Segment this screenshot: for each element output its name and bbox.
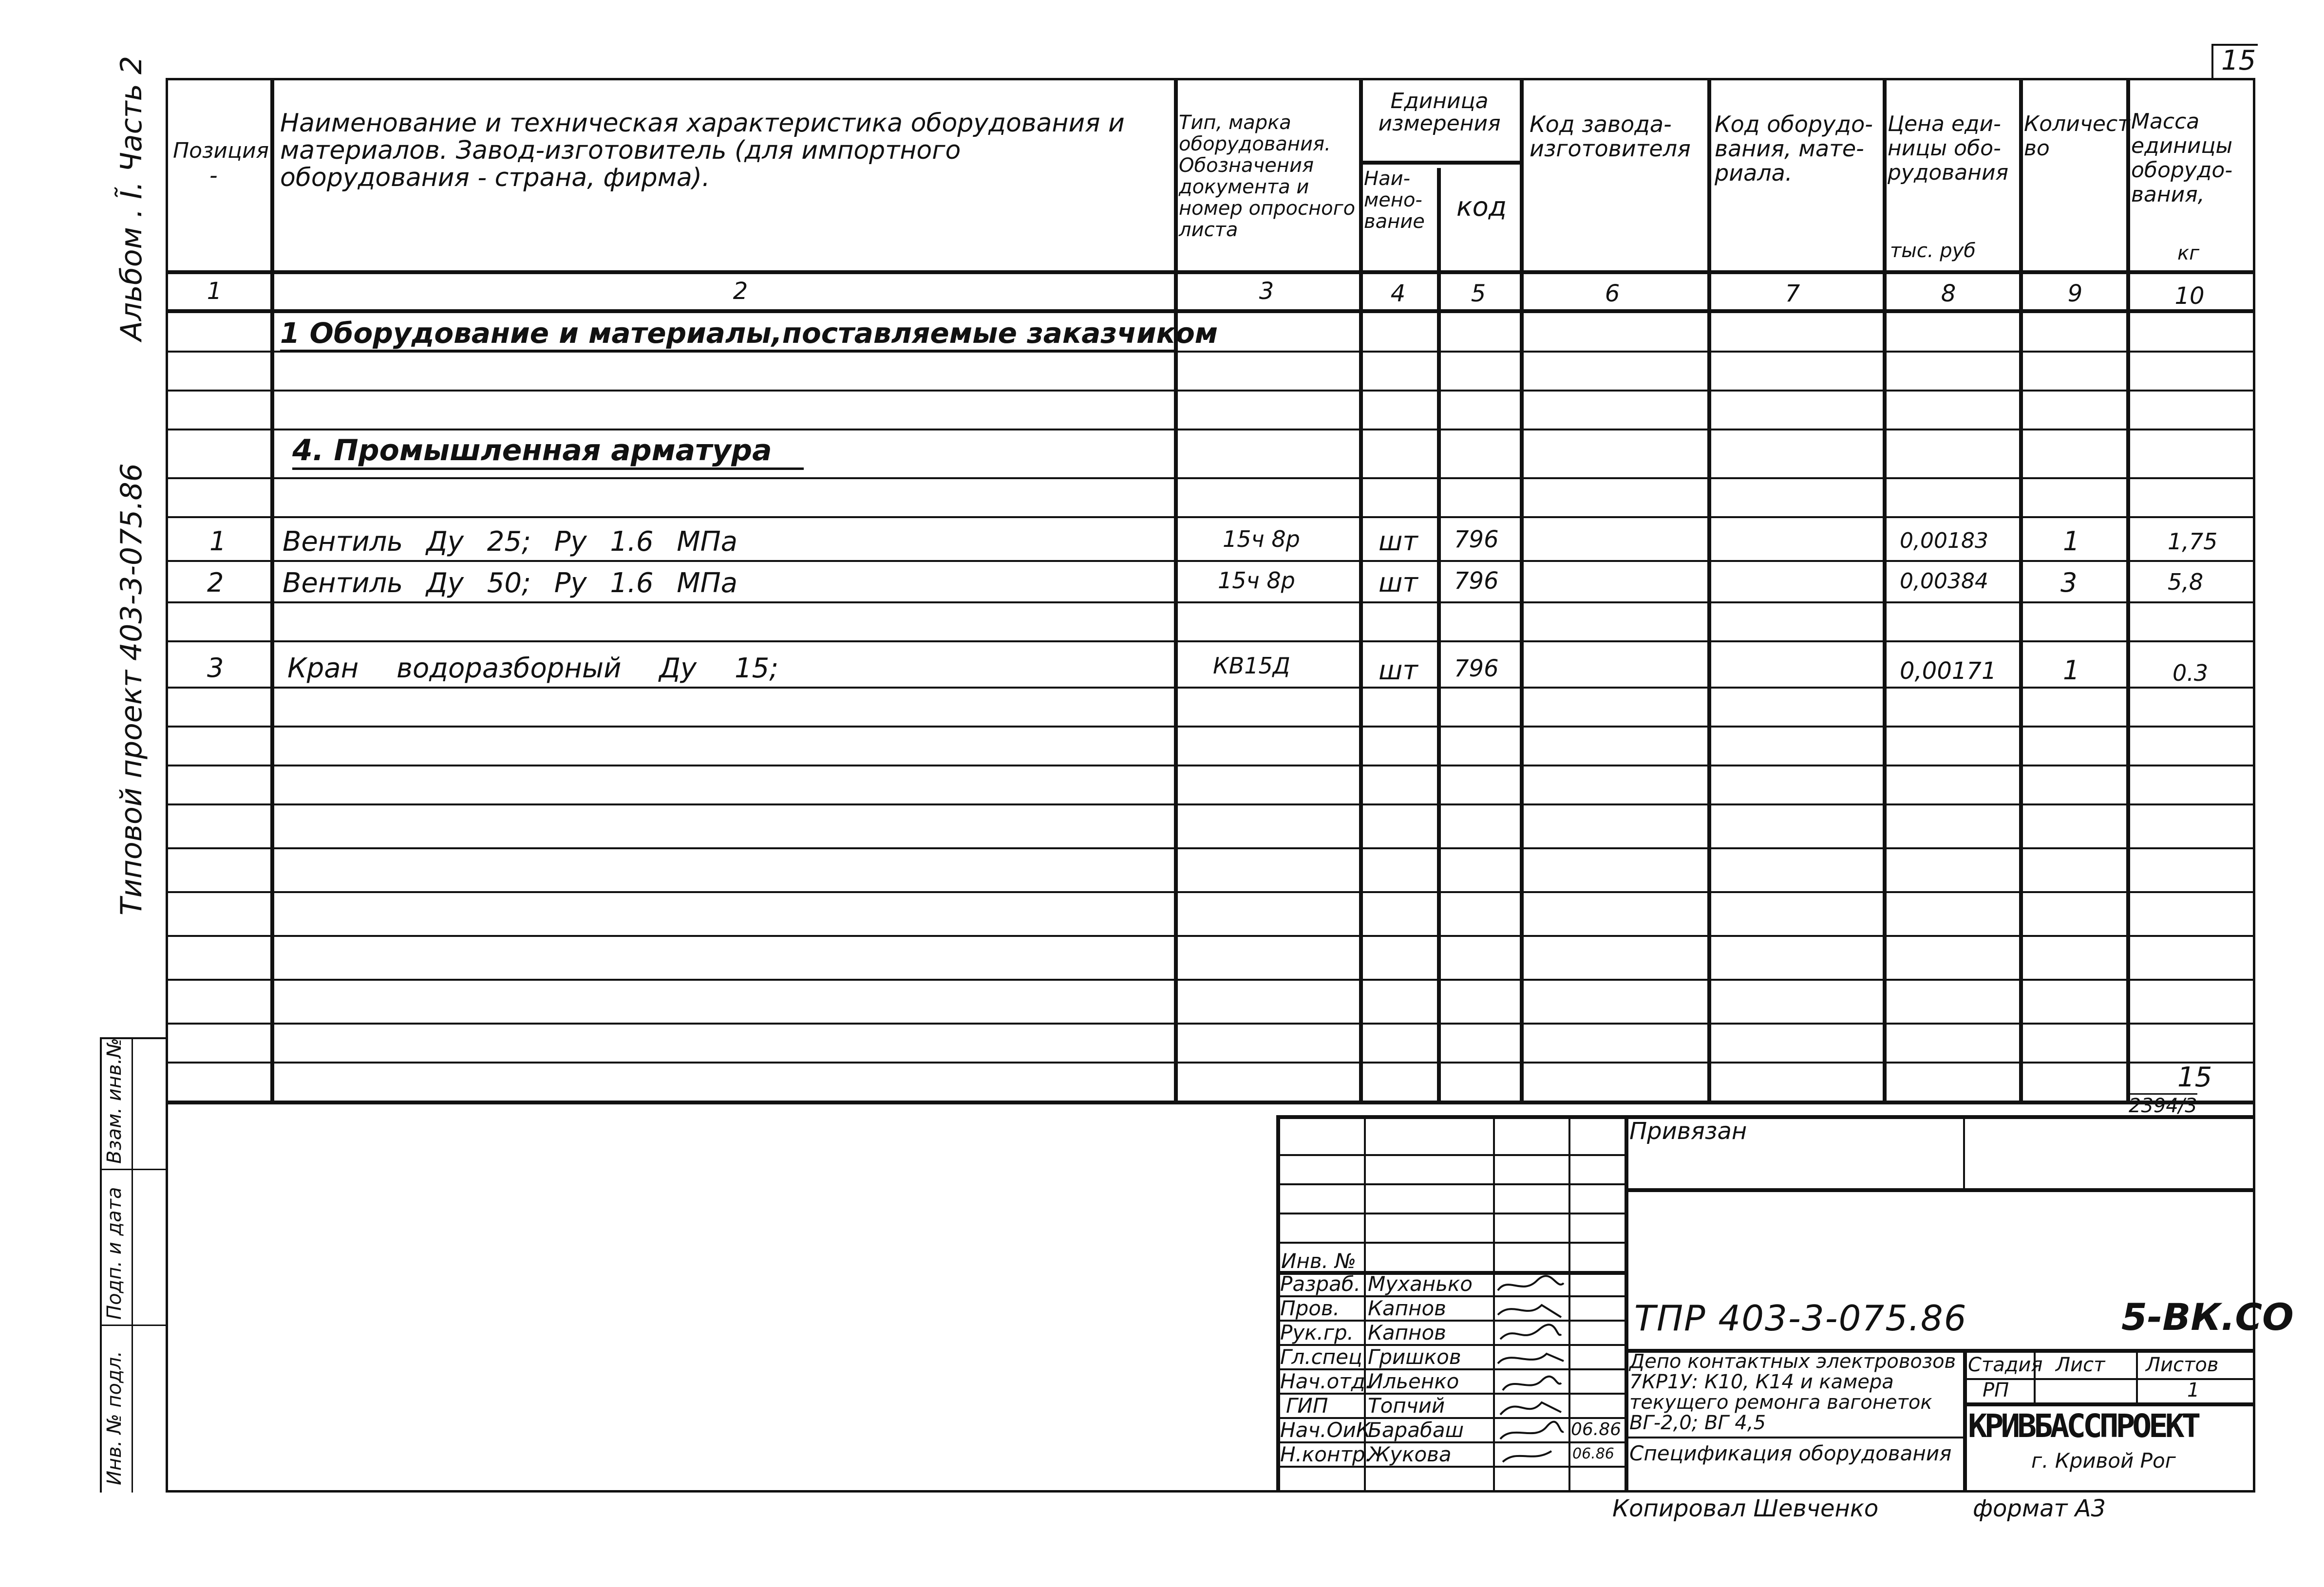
col-line-9: [2126, 78, 2130, 1101]
row-3-price: 0,00171: [1900, 657, 1997, 685]
col-line-4: [1437, 168, 1441, 1101]
tb-name-2: Капнов: [1368, 1321, 1446, 1344]
col-line-2: [1174, 78, 1178, 1101]
header-name: Наименование и техническая характеристика оборудования и материалов. Завод-изготовитель (для импортного оборудования - страна, фирма).: [280, 109, 1125, 192]
tb-stage-col-2: [2136, 1349, 2138, 1402]
tb-role-1: Пров.: [1280, 1296, 1340, 1320]
row-3-type: КВ15Д: [1213, 653, 1290, 679]
header-price: Цена еди-ницы обо-рудования: [1888, 112, 2009, 185]
colnum-3: 3: [1259, 278, 1274, 305]
binding-strip-sep2: [100, 1325, 166, 1326]
tb-date-2: 06.86: [1572, 1445, 1614, 1462]
tb-role-4: Нач.отд.: [1280, 1369, 1372, 1393]
colnum-1: 1: [207, 278, 222, 305]
tb-rev-row: [1276, 1213, 1625, 1214]
colnum-10: 10: [2174, 282, 2205, 310]
binding-strip-mid: [132, 1037, 133, 1493]
tb-name-6: Барабаш: [1368, 1418, 1464, 1442]
row-line: [166, 560, 2255, 562]
tb-doc-title: Спецификация оборудования: [1629, 1441, 1952, 1465]
tb-city: г. Кривой Рог: [2031, 1449, 2176, 1473]
tb-privyazan-label: Привязан: [1629, 1118, 1747, 1145]
tb-stage-label: Стадия: [1968, 1354, 2043, 1376]
row-line: [166, 935, 2255, 937]
colnum-7: 7: [1785, 280, 1800, 307]
tb-role-2: Рук.гр.: [1280, 1321, 1354, 1344]
row-line: [166, 765, 2255, 766]
header-qty: Количест во: [2024, 112, 2130, 161]
tb-role-6: Нач.ОиК: [1280, 1418, 1371, 1442]
header-unit-code: код: [1456, 191, 1507, 222]
stamp-label-1: Взам. инв.№: [103, 1038, 126, 1164]
tb-designation: ТПР 403-3-075.86: [1634, 1298, 1967, 1339]
row-line: [166, 429, 2255, 430]
row-2-unit: шт: [1379, 567, 1418, 598]
header-unit-group: Единица измерения: [1378, 89, 1501, 136]
row-3-qty: 1: [2063, 655, 2080, 686]
tb-role-5: ГИП: [1286, 1394, 1328, 1418]
tb-stage-row-2: [1963, 1402, 2255, 1406]
unit-group-line: [1359, 161, 1520, 165]
colnum-6: 6: [1605, 280, 1620, 307]
tb-left: [1276, 1115, 1280, 1493]
binding-strip-line: [100, 1037, 102, 1493]
tb-inv-label: Инв. №: [1281, 1249, 1357, 1273]
row-2-name: Вентиль Ду 50; Ру 1.6 МПа: [283, 567, 738, 599]
tb-sheets-label: Листов: [2146, 1354, 2219, 1376]
header-unit-name: Наи-мено-вание: [1364, 168, 1425, 233]
row-3-mass: 0.3: [2173, 660, 2209, 686]
tb-object-bottom: [1625, 1437, 1963, 1438]
row-line: [166, 1023, 2255, 1025]
row-line: [166, 803, 2255, 805]
tb-stage-value: РП: [1983, 1379, 2009, 1401]
row-line: [166, 516, 2255, 518]
header-bottom-line: [166, 270, 2255, 274]
row-3-code: 796: [1454, 655, 1499, 682]
tb-name-7: Жукова: [1368, 1442, 1452, 1466]
col-line-6: [1707, 78, 1711, 1101]
row-1-type: 15ч 8р: [1223, 526, 1300, 552]
row-line: [166, 847, 2255, 849]
header-price-unit: тыс. руб: [1890, 240, 1976, 262]
header-plant-code: Код завода-изготовителя: [1530, 111, 1691, 162]
tb-sheet-label: Лист: [2056, 1354, 2105, 1376]
row-2-code: 796: [1454, 567, 1499, 595]
row-line: [166, 726, 2255, 728]
row-1-pos: 1: [209, 526, 227, 557]
stamp-label-2: Подп. и дата: [103, 1187, 126, 1320]
tb-org: КРИВБАССПРОЕКТ: [1968, 1407, 2198, 1445]
row-line: [166, 640, 2255, 642]
header-mass-unit: кг: [2177, 242, 2200, 264]
tb-right-split: [1963, 1349, 1967, 1493]
row-line: [166, 477, 2255, 479]
header-position-dash: -: [209, 162, 218, 188]
tb-sheets-value: 1: [2187, 1379, 2200, 1401]
sheet-code-bottom: 15: [2177, 1062, 2212, 1093]
stamp-label-3: Инв. № подл.: [103, 1351, 126, 1485]
binding-strip-sep1: [100, 1169, 166, 1170]
col-line-3: [1359, 78, 1363, 1101]
tb-name-5: Топчий: [1368, 1394, 1445, 1418]
row-3-pos: 3: [207, 653, 224, 683]
tb-name-4: Ильенко: [1368, 1369, 1459, 1393]
colnum-2: 2: [733, 278, 748, 305]
tb-role-3: Гл.спец: [1280, 1345, 1362, 1369]
tb-date-1: 06.86: [1571, 1419, 1622, 1439]
row-1-code: 796: [1454, 526, 1499, 553]
tb-rev-row: [1276, 1154, 1625, 1156]
tb-privyazan-bottom: [1625, 1188, 2255, 1192]
tb-doc-code: 5-ВК.СО: [2121, 1295, 2294, 1339]
row-3-name: Кран водоразборный Ду 15;: [287, 653, 779, 684]
tb-rev-row: [1276, 1242, 1625, 1244]
row-2-type: 15ч 8р: [1218, 567, 1295, 594]
row-line: [166, 979, 2255, 981]
col-line-8: [2019, 78, 2023, 1101]
colnum-5: 5: [1471, 280, 1486, 307]
row-2-pos: 2: [207, 567, 224, 598]
colnum-bottom-line: [166, 309, 2255, 313]
row-line: [166, 390, 2255, 392]
side-album-label: Альбом . Ĩ. Часть 2: [114, 56, 149, 341]
archive-number: 2394/3: [2129, 1093, 2197, 1117]
tb-col-c: [1568, 1115, 1570, 1493]
row-line: [166, 891, 2255, 893]
col-line-7: [1883, 78, 1887, 1101]
row-2-qty: 3: [2060, 567, 2078, 598]
page-number-box-left: [2211, 44, 2213, 80]
tb-name-3: Гришков: [1368, 1345, 1461, 1369]
row-line: [166, 687, 2255, 689]
header-type: Тип, марка оборудования. Обозначения документа и номер опросного листа: [1179, 112, 1356, 241]
row-1-mass: 1,75: [2168, 528, 2218, 555]
header-mass: Масса единицы оборудо-вания,: [2131, 109, 2233, 207]
row-3-unit: шт: [1379, 655, 1418, 686]
colnum-9: 9: [2067, 280, 2083, 307]
row-1-price: 0,00183: [1900, 528, 1988, 553]
tb-role-0: Разраб.: [1280, 1272, 1361, 1296]
row-2-mass: 5,8: [2168, 569, 2204, 595]
col-line-1: [270, 78, 274, 1101]
paper-format: формат А3: [1973, 1495, 2106, 1522]
row-1-name: Вентиль Ду 25; Ру 1.6 МПа: [283, 526, 738, 558]
section-title-valves: 4. Промышленная арматура: [292, 433, 804, 470]
tb-name-0: Муханько: [1368, 1272, 1473, 1296]
signatures: [1493, 1271, 1568, 1466]
row-1-qty: 1: [2063, 526, 2080, 557]
tb-col-d: [1625, 1115, 1628, 1493]
colnum-8: 8: [1941, 280, 1956, 307]
tb-role-7: Н.контр.: [1280, 1442, 1372, 1466]
colnum-4: 4: [1390, 280, 1406, 307]
tb-rev-row: [1276, 1183, 1625, 1185]
row-line: [166, 601, 2255, 603]
col-line-5: [1520, 78, 1524, 1101]
table-bottom-line: [166, 1101, 2255, 1104]
row-1-unit: шт: [1379, 526, 1418, 557]
section-title-customer: 1 Оборудование и материалы,поставляемые заказчиком: [280, 317, 1176, 352]
row-2-price: 0,00384: [1900, 569, 1988, 594]
tb-object-name: Депо контактных электровозов 7КР1У: К10, К14 и камера текущего ремонга вагонеток ВГ-2,0; ВГ 4,5: [1629, 1350, 1956, 1434]
tb-top: [1276, 1115, 2255, 1119]
tb-name-1: Капнов: [1368, 1296, 1446, 1320]
header-equipment-code: Код оборудо-вания, мате-риала.: [1715, 111, 1873, 186]
page-number: 15: [2221, 45, 2256, 76]
header-position: Позиция: [173, 138, 269, 163]
copied-by: Копировал Шевченко: [1612, 1495, 1879, 1522]
row-line: [166, 1062, 2255, 1064]
tb-privyazan-split: [1963, 1115, 1965, 1188]
side-project-label: Типовой проект 403-3-075.86: [114, 463, 149, 915]
